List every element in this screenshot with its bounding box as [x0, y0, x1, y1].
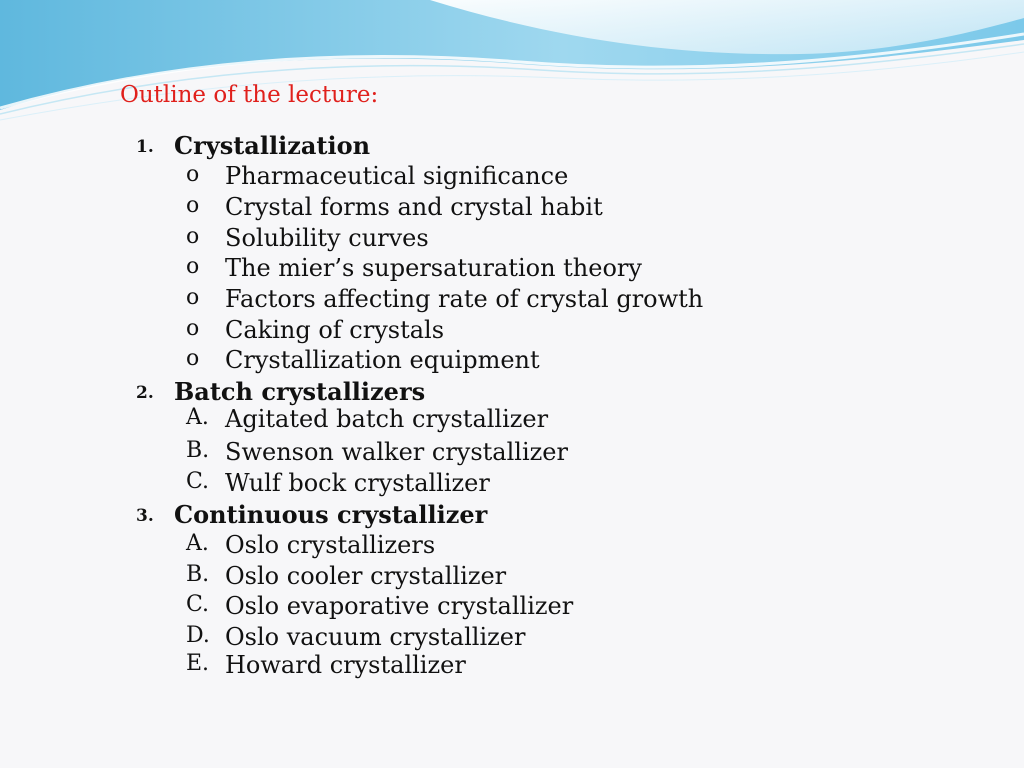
- list-marker: D.: [186, 623, 210, 648]
- list-marker: E.: [186, 651, 210, 676]
- bullet-marker: o: [186, 224, 200, 249]
- list-marker: B.: [186, 562, 210, 587]
- bullet-marker: o: [186, 285, 200, 310]
- bullet-marker: o: [186, 316, 200, 341]
- section-number: 1.: [136, 137, 154, 157]
- list-item-text: Pharmaceutical significance: [225, 162, 569, 190]
- section-heading: Continuous crystallizer: [174, 500, 488, 529]
- list-item-text: Wulf bock crystallizer: [225, 469, 490, 497]
- bullet-marker: o: [186, 254, 200, 279]
- list-item-text: Crystallization equipment: [225, 346, 540, 374]
- list-marker: B.: [186, 438, 210, 463]
- list-item-text: Factors affecting rate of crystal growth: [225, 285, 704, 313]
- section-heading: Batch crystallizers: [174, 377, 426, 406]
- list-item-text: Swenson walker crystallizer: [225, 438, 568, 466]
- section-number: 3.: [136, 506, 154, 526]
- list-item-text: Oslo evaporative crystallizer: [225, 592, 574, 620]
- section-heading: Crystallization: [174, 131, 371, 160]
- list-item-text: Oslo crystallizers: [225, 531, 436, 559]
- list-item-text: The mier’s supersaturation theory: [225, 254, 642, 282]
- list-item-text: Crystal forms and crystal habit: [225, 193, 603, 221]
- list-marker: A.: [186, 405, 209, 430]
- list-item-text: Solubility curves: [225, 224, 429, 252]
- list-item-text: Oslo cooler crystallizer: [225, 562, 507, 590]
- list-item-text: Agitated batch crystallizer: [225, 405, 549, 433]
- bullet-marker: o: [186, 193, 200, 218]
- list-marker: A.: [186, 531, 209, 556]
- bullet-marker: o: [186, 162, 200, 187]
- list-marker: C.: [186, 592, 210, 617]
- header-wave-decoration: [0, 0, 1024, 130]
- bullet-marker: o: [186, 346, 200, 371]
- list-item-text: Howard crystallizer: [225, 651, 466, 679]
- list-item-text: Caking of crystals: [225, 316, 445, 344]
- list-marker: C.: [186, 469, 210, 494]
- list-item-text: Oslo vacuum crystallizer: [225, 623, 526, 651]
- slide-title: Outline of the lecture:: [120, 82, 379, 108]
- section-number: 2.: [136, 383, 154, 403]
